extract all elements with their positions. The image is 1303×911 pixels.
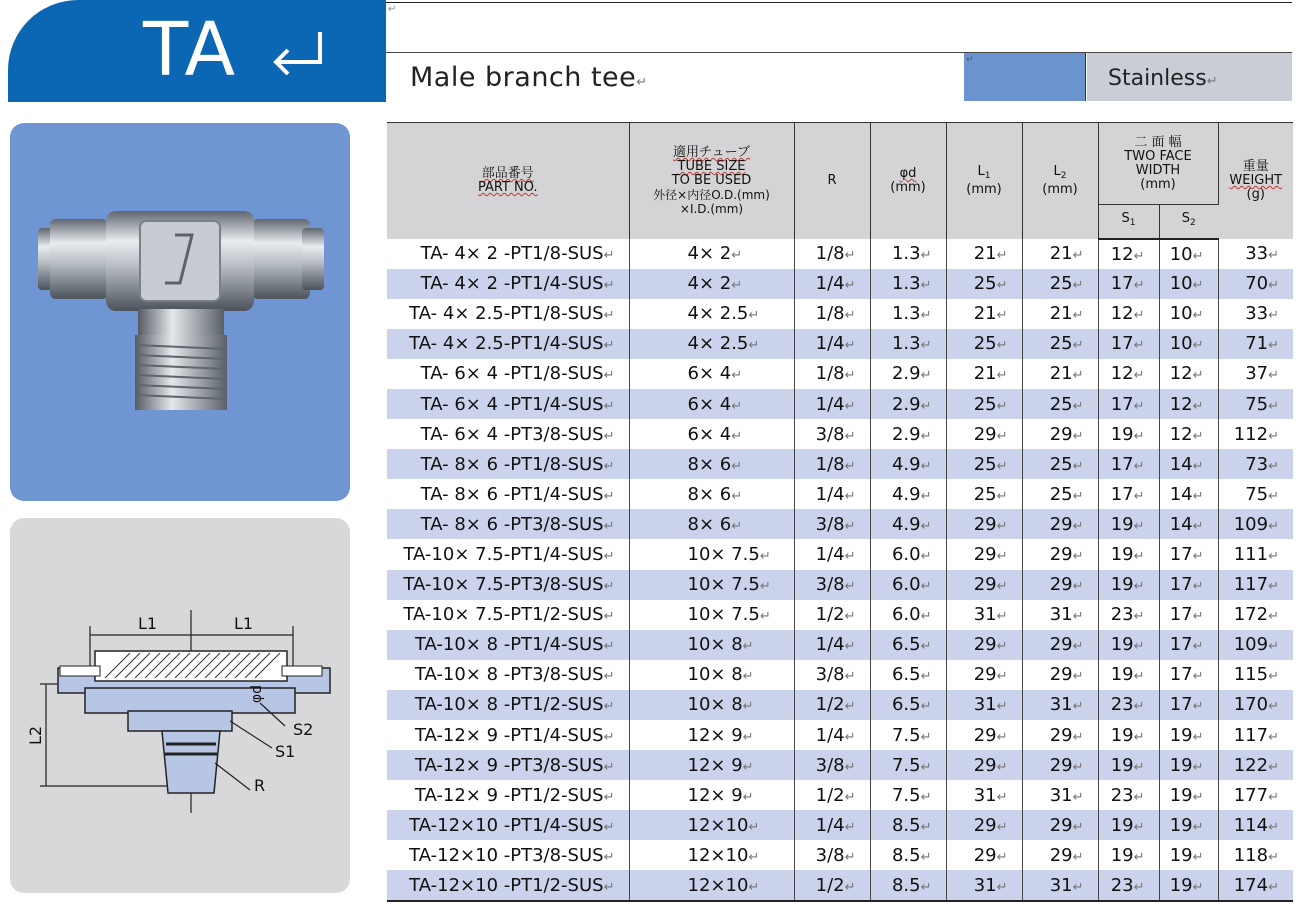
table-row [387,419,1293,449]
cell-r: 1/8↵ [794,299,870,329]
cell-weight: 109↵ [1218,509,1293,539]
cell-tube-size: 12× 9↵ [629,720,794,750]
cell-s2: 17↵ [1159,690,1218,720]
cell-s2: 10↵ [1159,329,1218,359]
cell-part-no: TA- 8× 6 -PT1/8-SUS↵ [387,449,629,479]
col-header-l2: $L_2$ (mm) [1022,123,1098,239]
col-header-s2: $S_2$ [1159,205,1218,239]
accent-block [964,53,1086,101]
cell-l2: 21↵ [1022,359,1098,389]
cell-phid: 2.9↵ [870,389,946,419]
cell-l2: 29↵ [1022,539,1098,569]
cell-l2: 25↵ [1022,479,1098,509]
cell-tube-size: 10× 8↵ [629,630,794,660]
col-header-weight: 重量 WEIGHT (g) [1218,123,1293,239]
cell-tube-size: 12× 9↵ [629,780,794,810]
cell-weight: 70↵ [1218,269,1293,299]
cell-tube-size: 4× 2↵ [629,269,794,299]
product-photo-panel [10,123,350,501]
cell-l2: 31↵ [1022,870,1098,900]
cell-tube-size: 6× 4↵ [629,419,794,449]
cell-tube-size: 12× 9↵ [629,750,794,780]
table-row [387,780,1293,810]
cell-weight: 118↵ [1218,840,1293,870]
cell-weight: 73↵ [1218,449,1293,479]
cell-l2: 29↵ [1022,630,1098,660]
table-row [387,870,1293,900]
cell-s2: 19↵ [1159,750,1218,780]
cell-tube-size: 8× 6↵ [629,479,794,509]
cell-phid: 2.9↵ [870,359,946,389]
col-header-phid: φd (mm) [870,123,946,239]
cell-weight: 75↵ [1218,389,1293,419]
cell-l1: 31↵ [946,870,1022,900]
cell-phid: 1.3↵ [870,299,946,329]
cell-s1: 12↵ [1098,299,1159,329]
dim-label-phid: φd [249,684,266,704]
cell-r: 3/8↵ [794,509,870,539]
cell-weight: 117↵ [1218,720,1293,750]
col-header-two-face-width: 二 面 幅 TWO FACE WIDTH (mm) [1098,123,1218,205]
cell-weight: 37↵ [1218,359,1293,389]
cell-r: 3/8↵ [794,419,870,449]
cell-s1: 17↵ [1098,449,1159,479]
cell-tube-size: 10× 8↵ [629,690,794,720]
cell-s1: 12↵ [1098,359,1159,389]
cell-weight: 117↵ [1218,570,1293,600]
cell-part-no: TA- 6× 4 -PT1/4-SUS↵ [387,389,629,419]
cell-tube-size: 8× 6↵ [629,509,794,539]
cell-s2: 10↵ [1159,239,1218,269]
cell-phid: 1.3↵ [870,329,946,359]
cell-s1: 19↵ [1098,419,1159,449]
cell-l1: 29↵ [946,509,1022,539]
cell-part-no: TA-12×10 -PT3/8-SUS↵ [387,840,629,870]
dim-label-l1-left: L1 [138,614,158,633]
cell-r: 1/4↵ [794,810,870,840]
table-row [387,630,1293,660]
cell-weight: 71↵ [1218,329,1293,359]
cell-s1: 19↵ [1098,539,1159,569]
cell-tube-size: 4× 2.5↵ [629,299,794,329]
cell-s2: 14↵ [1159,479,1218,509]
cell-r: 1/2↵ [794,690,870,720]
cell-s2: 14↵ [1159,509,1218,539]
top-rule [386,2,1292,3]
cell-tube-size: 6× 4↵ [629,389,794,419]
cell-phid: 7.5↵ [870,720,946,750]
cell-r: 1/4↵ [794,720,870,750]
cell-r: 1/4↵ [794,479,870,509]
cell-l2: 25↵ [1022,329,1098,359]
page-title: Male branch tee↵ [410,62,648,93]
cell-phid: 6.5↵ [870,690,946,720]
cell-l1: 31↵ [946,690,1022,720]
dim-label-r: R [254,776,266,795]
cell-l1: 29↵ [946,419,1022,449]
cell-part-no: TA-10× 7.5-PT1/4-SUS↵ [387,539,629,569]
cell-s2: 19↵ [1159,840,1218,870]
cell-s1: 17↵ [1098,389,1159,419]
table-row [387,600,1293,630]
cell-s2: 17↵ [1159,600,1218,630]
cell-l2: 29↵ [1022,840,1098,870]
cell-s2: 19↵ [1159,870,1218,900]
col-header-s1: $S_1$ [1098,205,1159,239]
cell-phid: 8.5↵ [870,870,946,900]
cell-weight: 170↵ [1218,690,1293,720]
cell-weight: 33↵ [1218,239,1293,269]
cell-l1: 31↵ [946,600,1022,630]
table-row [387,449,1293,479]
table-row [387,509,1293,539]
cell-r: 1/2↵ [794,870,870,900]
cell-part-no: TA- 6× 4 -PT3/8-SUS↵ [387,419,629,449]
cell-s1: 19↵ [1098,660,1159,690]
cell-part-no: TA-10× 7.5-PT3/8-SUS↵ [387,570,629,600]
cell-phid: 6.0↵ [870,600,946,630]
cell-part-no: TA- 8× 6 -PT3/8-SUS↵ [387,509,629,539]
cell-r: 3/8↵ [794,840,870,870]
table-row [387,570,1293,600]
col-header-tube-size: 適用チューブ TUBE SIZE TO BE USED 外径×内径O.D.(mm) ×I.D.(mm) [629,123,794,239]
dim-label-s1: S1 [275,742,296,761]
cell-l1: 31↵ [946,780,1022,810]
cell-phid: 6.5↵ [870,660,946,690]
cell-tube-size: 8× 6↵ [629,449,794,479]
table-row [387,389,1293,419]
cell-s2: 12↵ [1159,389,1218,419]
cell-part-no: TA-10× 7.5-PT1/2-SUS↵ [387,600,629,630]
cell-r: 1/4↵ [794,630,870,660]
cell-l2: 29↵ [1022,750,1098,780]
table-row [387,690,1293,720]
cell-l2: 29↵ [1022,810,1098,840]
cell-r: 1/8↵ [794,449,870,479]
cell-s1: 19↵ [1098,840,1159,870]
cell-phid: 1.3↵ [870,239,946,269]
cell-s1: 17↵ [1098,269,1159,299]
cell-l2: 21↵ [1022,299,1098,329]
cell-l1: 29↵ [946,660,1022,690]
cell-r: 3/8↵ [794,660,870,690]
cell-weight: 177↵ [1218,780,1293,810]
specification-table [387,122,1293,902]
cell-l1: 21↵ [946,359,1022,389]
col-header-part-no: 部品番号 PART NO. [387,123,629,239]
cell-weight: 33↵ [1218,299,1293,329]
col-header-l1: $L_1$ (mm) [946,123,1022,239]
cell-tube-size: 4× 2↵ [629,239,794,269]
table-row [387,329,1293,359]
table-row [387,539,1293,569]
cell-part-no: TA- 8× 6 -PT1/4-SUS↵ [387,479,629,509]
cell-phid: 6.0↵ [870,539,946,569]
cell-r: 1/8↵ [794,239,870,269]
cell-l1: 25↵ [946,449,1022,479]
cell-s1: 23↵ [1098,600,1159,630]
cell-r: 1/4↵ [794,269,870,299]
cell-part-no: TA-10× 8 -PT3/8-SUS↵ [387,660,629,690]
cell-l2: 29↵ [1022,509,1098,539]
table-row [387,299,1293,329]
cell-part-no: TA- 4× 2.5-PT1/8-SUS↵ [387,299,629,329]
table-body [387,239,1293,901]
cell-s1: 19↵ [1098,570,1159,600]
dim-label-s2: S2 [293,720,314,739]
cell-s1: 19↵ [1098,720,1159,750]
table-row [387,720,1293,750]
cell-weight: 111↵ [1218,539,1293,569]
cell-tube-size: 10× 8↵ [629,660,794,690]
cell-tube-size: 6× 4↵ [629,359,794,389]
cell-s1: 19↵ [1098,750,1159,780]
cell-r: 3/8↵ [794,570,870,600]
cell-s2: 10↵ [1159,299,1218,329]
cell-r: 1/4↵ [794,539,870,569]
cell-part-no: TA- 4× 2 -PT1/4-SUS↵ [387,269,629,299]
cell-r: 1/4↵ [794,389,870,419]
cell-part-no: TA-12×10 -PT1/2-SUS↵ [387,870,629,900]
cell-l1: 25↵ [946,389,1022,419]
table-row [387,840,1293,870]
product-code-tab [8,0,386,102]
cell-weight: 174↵ [1218,870,1293,900]
table-row [387,810,1293,840]
cell-s2: 12↵ [1159,419,1218,449]
cell-tube-size: 12×10↵ [629,810,794,840]
cell-r: 1/2↵ [794,600,870,630]
cell-l1: 25↵ [946,269,1022,299]
cell-s1: 23↵ [1098,690,1159,720]
cell-part-no: TA-10× 8 -PT1/4-SUS↵ [387,630,629,660]
cell-l1: 29↵ [946,750,1022,780]
cell-l2: 25↵ [1022,449,1098,479]
cell-s1: 19↵ [1098,810,1159,840]
cell-s2: 17↵ [1159,570,1218,600]
table-row [387,479,1293,509]
cell-tube-size: 12×10↵ [629,870,794,900]
cell-l1: 29↵ [946,570,1022,600]
cell-phid: 8.5↵ [870,810,946,840]
cell-l2: 31↵ [1022,690,1098,720]
cell-l2: 29↵ [1022,720,1098,750]
cell-tube-size: 12×10↵ [629,840,794,870]
table-row [387,359,1293,389]
table-row [387,269,1293,299]
cell-part-no: TA-10× 8 -PT1/2-SUS↵ [387,690,629,720]
col-header-r: R [794,123,870,239]
cell-s2: 12↵ [1159,359,1218,389]
cell-phid: 1.3↵ [870,269,946,299]
cell-s2: 19↵ [1159,810,1218,840]
cell-phid: 7.5↵ [870,780,946,810]
cell-phid: 4.9↵ [870,449,946,479]
cell-tube-size: 4× 2.5↵ [629,329,794,359]
cell-l2: 29↵ [1022,570,1098,600]
cell-part-no: TA- 4× 2.5-PT1/4-SUS↵ [387,329,629,359]
cell-part-no: TA- 6× 4 -PT1/8-SUS↵ [387,359,629,389]
cell-r: 3/8↵ [794,750,870,780]
cell-l2: 29↵ [1022,660,1098,690]
cell-s1: 19↵ [1098,630,1159,660]
cell-s2: 17↵ [1159,630,1218,660]
cell-weight: 75↵ [1218,479,1293,509]
dimension-diagram-panel [10,518,350,893]
cell-s2: 14↵ [1159,449,1218,479]
cell-l2: 25↵ [1022,389,1098,419]
cell-l1: 21↵ [946,239,1022,269]
cell-l2: 31↵ [1022,600,1098,630]
cell-s2: 19↵ [1159,720,1218,750]
cell-part-no: TA-12× 9 -PT1/4-SUS↵ [387,720,629,750]
cell-r: 1/4↵ [794,329,870,359]
cell-l1: 29↵ [946,720,1022,750]
cell-l2: 29↵ [1022,419,1098,449]
cell-l1: 25↵ [946,479,1022,509]
cell-tube-size: 10× 7.5↵ [629,570,794,600]
cell-part-no: TA- 4× 2 -PT1/8-SUS↵ [387,239,629,269]
cell-weight: 122↵ [1218,750,1293,780]
cell-s1: 17↵ [1098,479,1159,509]
cell-s2: 17↵ [1159,660,1218,690]
cell-part-no: TA-12×10 -PT1/4-SUS↵ [387,810,629,840]
cell-weight: 109↵ [1218,630,1293,660]
cell-l1: 29↵ [946,840,1022,870]
cell-s2: 17↵ [1159,539,1218,569]
cell-s1: 23↵ [1098,870,1159,900]
cell-part-no: TA-12× 9 -PT3/8-SUS↵ [387,750,629,780]
cell-l1: 29↵ [946,630,1022,660]
cell-l2: 21↵ [1022,239,1098,269]
cell-tube-size: 10× 7.5↵ [629,600,794,630]
cell-phid: 4.9↵ [870,479,946,509]
cell-s1: 12↵ [1098,239,1159,269]
cell-phid: 4.9↵ [870,509,946,539]
cell-l1: 29↵ [946,539,1022,569]
cell-r: 1/8↵ [794,359,870,389]
cell-phid: 8.5↵ [870,840,946,870]
cell-part-no: TA-12× 9 -PT1/2-SUS↵ [387,780,629,810]
cross-section-diagram [10,518,350,893]
cell-weight: 115↵ [1218,660,1293,690]
return-arrow-icon [270,28,330,78]
cell-l1: 29↵ [946,810,1022,840]
paragraph-mark-icon: ↵ [966,55,974,65]
cell-s2: 10↵ [1159,269,1218,299]
cell-phid: 7.5↵ [870,750,946,780]
dim-label-l1-right: L1 [234,614,254,633]
table-row [387,239,1293,269]
product-code: TA [143,7,238,93]
material-label: Stainless↵ [1108,66,1218,91]
paragraph-mark-icon: ↵ [388,4,397,15]
cell-l2: 31↵ [1022,780,1098,810]
cell-weight: 112↵ [1218,419,1293,449]
cell-phid: 6.5↵ [870,630,946,660]
cell-l1: 25↵ [946,329,1022,359]
male-branch-tee-image [10,123,350,501]
table-row [387,750,1293,780]
table-row [387,660,1293,690]
cell-weight: 114↵ [1218,810,1293,840]
cell-l2: 25↵ [1022,269,1098,299]
cell-s1: 23↵ [1098,780,1159,810]
cell-s2: 19↵ [1159,780,1218,810]
cell-weight: 172↵ [1218,600,1293,630]
cell-l1: 21↵ [946,299,1022,329]
cell-s1: 19↵ [1098,509,1159,539]
cell-r: 1/2↵ [794,780,870,810]
cell-phid: 2.9↵ [870,419,946,449]
cell-s1: 17↵ [1098,329,1159,359]
cell-phid: 6.0↵ [870,570,946,600]
dim-label-l2: L2 [26,725,46,746]
cell-tube-size: 10× 7.5↵ [629,539,794,569]
